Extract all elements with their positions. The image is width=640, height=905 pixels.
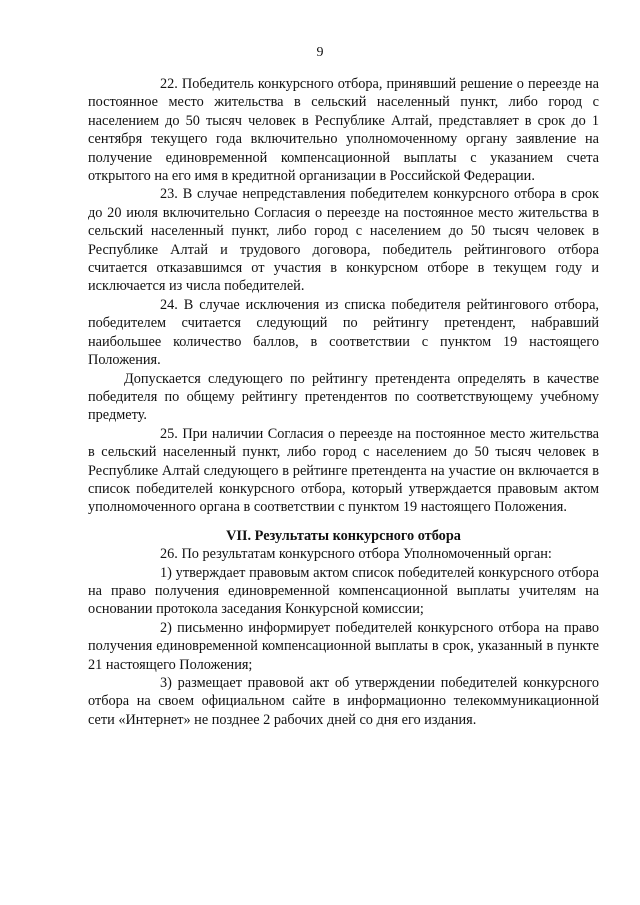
list-item-number: 1) (160, 564, 172, 581)
list-item-2 (88, 619, 599, 674)
paragraph-text: Допускается следующего по рейтингу претендента определять в качестве победителя по общему рейтингу претендентов по соответствующему учебному предмету. (88, 370, 599, 424)
paragraph-23 (88, 185, 599, 295)
paragraph-number: 22. (160, 76, 178, 92)
paragraph-number: 26. (160, 546, 178, 563)
paragraph-25 (88, 425, 599, 517)
list-item-text: письменно информирует победителей конкурсного отбора на право получения единовременной компенсационной выплаты в срок, указанный в пункте 21 настоящего Положения; (88, 619, 600, 673)
paragraph-number: 25. (160, 425, 178, 442)
list-item-3 (88, 674, 599, 729)
paragraph-number: 23. (160, 186, 178, 203)
paragraph-text: В случае исключения из списка победителя рейтингового отбора, победителем считается следующий по рейтингу претендент, набравший наибольшее количество баллов, в соответствии с пунктом 19 настоящего Положения. (88, 296, 600, 369)
paragraph-24 (88, 296, 599, 370)
paragraph-text: По результатам конкурсного отбора Уполномоченный орган: (181, 546, 552, 563)
paragraph-text: Победитель конкурсного отбора, принявший решение о переезде на постоянное место жительства в сельский населенный пункт, либо город с населением до 50 тысяч человек в Республике Алтай, представляет в срок до 1 сентября текущего года включительно уполномоченному органу заявление на получение единовременной компенсационной выплаты с указанием счета открытого на его имя в кредитной организации в Российской Федерации. (88, 76, 600, 185)
page-number: 9 (316, 45, 324, 60)
paragraph-number: 24. (160, 296, 178, 313)
paragraph-22 (88, 75, 599, 185)
paragraph-text: В случае непредставления победителем конкурсного отбора в срок до 20 июля включительно Согласия о переезде на постоянное место жительства в сельский населенный пункт, либо город с населением до 50 тысяч человек в Республике Алтай и трудового договора, победитель рейтингового отбора считается отказавшимся от участия в конкурсном отборе в текущем году и исключается из числа победителей. (88, 186, 599, 295)
document-body (88, 75, 599, 729)
list-item-text: размещает правовой акт об утверждении победителей конкурсного отбора на своем официальном сайте в информационно телекоммуникационной сети «Интернет» не позднее 2 рабочих дней со дня его издания. (88, 675, 599, 728)
paragraph-24-continuation (88, 370, 599, 425)
section-heading: VII. Результаты конкурсного отбора (226, 527, 461, 544)
paragraph-26 (88, 545, 599, 563)
list-item-1 (88, 564, 599, 619)
list-item-number: 2) (160, 619, 172, 636)
list-item-text: утверждает правовым актом список победителей конкурсного отбора на право получения единовременной компенсационной выплаты учителям на основании протокола заседания Конкурсной комиссии; (88, 564, 599, 618)
list-item-number: 3) (160, 675, 172, 691)
paragraph-text: При наличии Согласия о переезде на постоянное место жительства в сельский населенный пункт, либо город с населением до 50 тысяч человек в Республике Алтай следующего в рейтинге претендента на участие он включается в список победителей конкурсного отбора, который утверждается правовым актом уполномоченного органа в соответствии с пунктом 19 настоящего Положения. (88, 425, 599, 516)
